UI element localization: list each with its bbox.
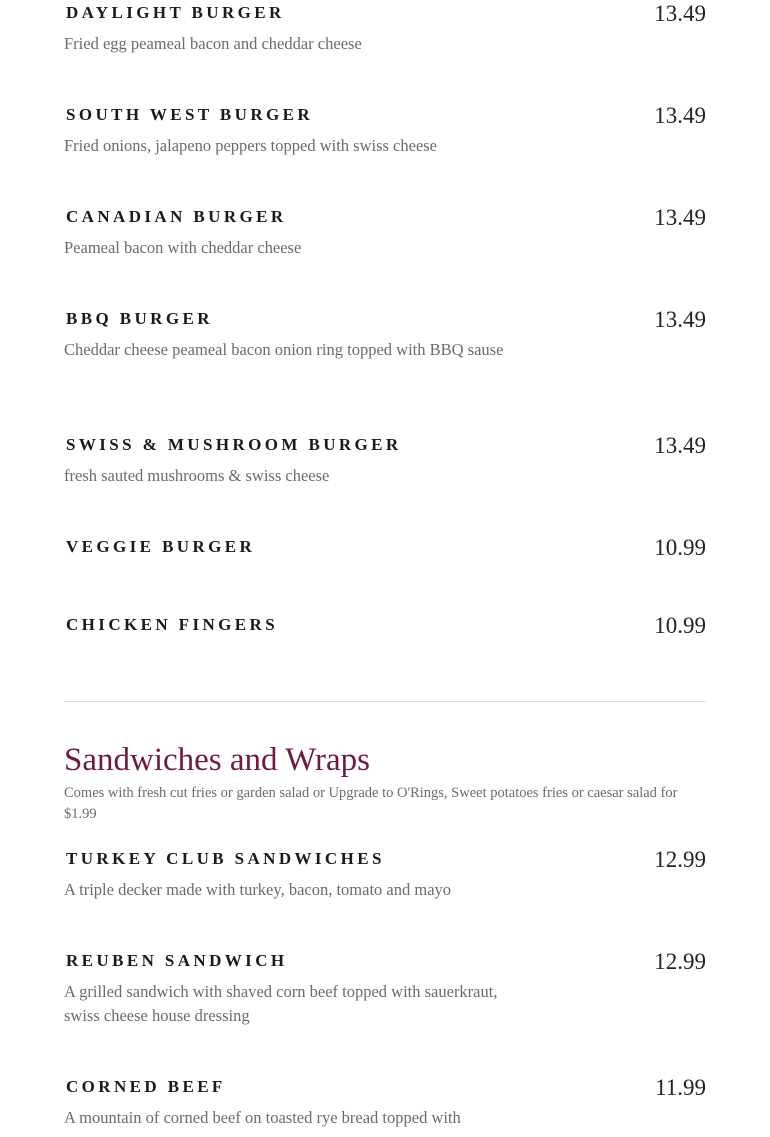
item-price: 11.99: [655, 1075, 706, 1100]
section-divider: [64, 701, 706, 702]
item-name: VEGGIE BURGER: [66, 537, 256, 556]
item-description: Fried onions, jalapeno peppers topped with swiss cheese: [64, 136, 438, 155]
item-name: CORNED BEEF: [66, 1077, 226, 1096]
section-title: Sandwiches and Wraps: [64, 742, 370, 778]
item-price: 13.49: [654, 1, 706, 26]
item-name: SWISS & MUSHROOM BURGER: [66, 435, 402, 454]
item-name: BBQ BURGER: [66, 309, 213, 328]
item-price: 12.99: [654, 847, 706, 872]
item-price: 13.49: [654, 103, 706, 128]
item-description: Cheddar cheese peameal bacon onion ring topped with BBQ sause: [64, 340, 504, 359]
item-description: fresh sauted mushrooms & swiss cheese: [64, 466, 330, 485]
item-name: TURKEY CLUB SANDWICHES: [66, 849, 385, 868]
item-description: Peameal bacon with cheddar cheese: [64, 238, 302, 257]
item-description: A triple decker made with turkey, bacon, tomato and mayo: [64, 880, 452, 899]
item-description: A mountain of corned beef on toasted rye bread topped with: [64, 1108, 461, 1127]
item-price: 12.99: [654, 949, 706, 974]
item-price: 13.49: [654, 307, 706, 332]
item-description: A grilled sandwich with shaved corn beef topped with sauerkraut, swiss cheese house dressing: [64, 982, 498, 1025]
item-name: REUBEN SANDWICH: [66, 951, 288, 970]
item-name: CHICKEN FINGERS: [66, 615, 279, 634]
item-price: 13.49: [654, 433, 706, 458]
item-name: CANADIAN BURGER: [66, 207, 287, 226]
section-note: Comes with fresh cut fries or garden salad or Upgrade to O'Rings, Sweet potatoes fries or caesar salad for $1.99: [64, 785, 678, 822]
item-name: DAYLIGHT BURGER: [66, 3, 285, 22]
item-price: 10.99: [654, 613, 706, 638]
item-name: SOUTH WEST BURGER: [66, 105, 314, 124]
item-price: 13.49: [654, 205, 706, 230]
item-price: 10.99: [654, 535, 706, 560]
item-description: Fried egg peameal bacon and cheddar cheese: [64, 34, 362, 53]
